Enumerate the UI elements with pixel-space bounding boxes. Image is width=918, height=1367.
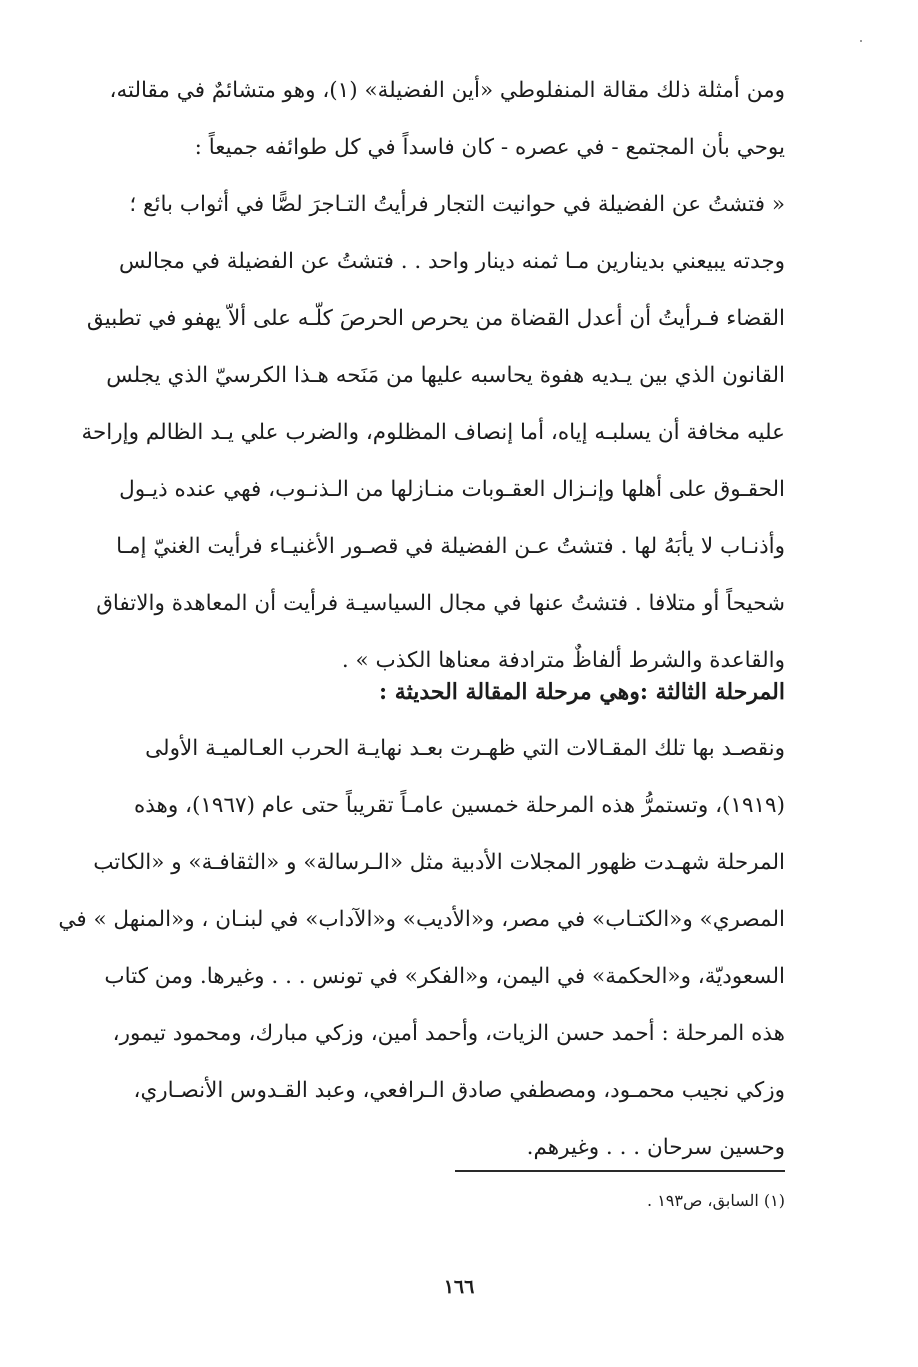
text-line: ونقصـد بها تلك المقـالات التي ظهـرت بعـد نهايـة الحرب العـالميـة الأولى — [145, 736, 785, 761]
text-line: القضاء فـرأيتُ أن أعدل القضاة من يحرص الحرصَ كلّـه على ألاّ يهفو في تطبيق — [86, 306, 785, 331]
paragraph-modern-stage — [40, 720, 785, 1176]
text-line: وأذنـاب لا يأبَهُ لها . فتشتُ عـن الفضيلة في قصـور الأغنيـاء فرأيت الغنيّ إمـا — [116, 534, 785, 559]
text-line: القانون الذي بين يـديه هفوة يحاسبه عليها من مَنَحه هـذا الكرسيّ الذي يجلس — [106, 363, 785, 388]
text-line: « فتشتُ عن الفضيلة في حوانيت التجار فرأيتُ التـاجرَ لصًّا في أثواب بائع ؛ — [129, 192, 785, 217]
text-line: والقاعدة والشرط ألفاظٌ مترادفة معناها الكذب » . — [341, 648, 785, 673]
text-line: عليه مخافة أن يسلبـه إياه، أما إنصاف المظلوم، والضرب علي يـد الظالم وإراحة — [81, 420, 785, 445]
text-line: الحقـوق على أهلها وإنـزال العقـوبات منـازلها من الـذنـوب، فهي عنده ذيـول — [119, 477, 785, 502]
text-line: المصري» و«الكتـاب» في مصر، و«الأديب» و«الآداب» في لبنـان ، و«المنهل » في — [58, 907, 785, 932]
text-line: المرحلة شهـدت ظهور المجلات الأدبية مثل «الـرسالة» و «الثقافـة» و «الكاتب — [93, 850, 785, 875]
page-number: ١٦٦ — [443, 1276, 475, 1298]
text-line: شحيحاً أو متلافا . فتشتُ عنها في مجال السياسيـة فرأيت أن المعاهدة والاتفاق — [96, 591, 785, 616]
text-line: ومن أمثلة ذلك مقالة المنفلوطي «أين الفضيلة» (١)، وهو متشائمٌ في مقالته، — [109, 78, 785, 103]
paper-speck — [860, 40, 862, 42]
section-heading: المرحلة الثالثة :وهي مرحلة المقالة الحديثة : — [379, 679, 785, 705]
text-line: وحسين سرحان . . . وغيرهم. — [526, 1135, 785, 1160]
paragraph-quote-section — [40, 62, 785, 689]
text-line: (١٩١٩)، وتستمرُّ هذه المرحلة خمسين عامـاً تقريباً حتى عام (١٩٦٧)، وهذه — [133, 793, 785, 818]
text-line: السعوديّة، و«الحكمة» في اليمن، و«الفكر» في تونس . . . وغيرها. ومن كتاب — [104, 964, 785, 989]
text-line: هذه المرحلة : أحمد حسن الزيات، وأحمد أمين، وزكي مبارك، ومحمود تيمور، — [112, 1021, 785, 1046]
text-line: يوحي بأن المجتمع - في عصره - كان فاسداً في كل طوائفه جميعاً : — [194, 135, 785, 160]
footnote: (١) السابق، ص١٩٣ . — [647, 1191, 785, 1210]
footnote-divider — [455, 1170, 785, 1172]
text-line: وزكي نجيب محمـود، ومصطفي صادق الـرافعي، وعبد القـدوس الأنصـاري، — [133, 1078, 785, 1103]
text-line: وجدته يبيعني بدينارين مـا ثمنه دينار واحد . . فتشتُ عن الفضيلة في مجالس — [119, 249, 785, 274]
